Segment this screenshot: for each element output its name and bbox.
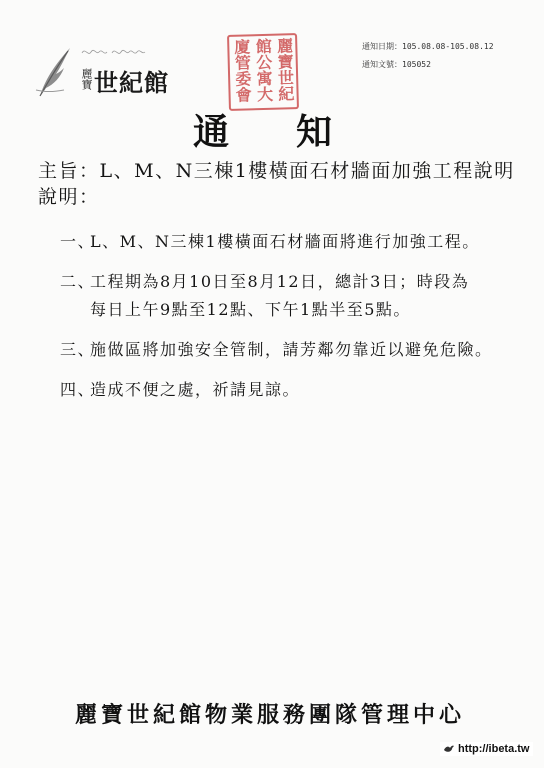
list-item: [60, 336, 520, 364]
notice-number-label: 通知文號：: [362, 60, 402, 69]
item-text: 施做區將加強安全管制，請芳鄰勿靠近以避免危險。: [90, 340, 493, 359]
subject-label: 主旨：: [38, 160, 100, 182]
item-text: 工程期為8月10日至8月12日，總計3日；時段為每日上午9點至12點、下午1點半至5點。: [90, 272, 470, 319]
subject-text: L、M、N三棟1樓橫面石材牆面加強工程說明: [99, 160, 515, 182]
watermark: [440, 742, 533, 756]
notice-number-row: [362, 56, 494, 74]
seal-column: 麗寶世紀: [274, 37, 296, 102]
notice-date: 105.08.08-105.08.12: [402, 42, 494, 51]
notice-date-row: [362, 38, 494, 56]
bird-icon: [443, 743, 455, 755]
list-item: [60, 268, 520, 324]
item-marker: 一、: [60, 232, 96, 251]
explanation-label: 說明：: [38, 186, 100, 208]
logo-brand-small: 麗寶: [80, 68, 93, 90]
explanation-list: [60, 228, 520, 416]
title-char: 知: [296, 111, 333, 153]
notice-number: 105052: [402, 60, 431, 69]
list-item: [60, 228, 520, 256]
item-text: L、M、N三棟1樓橫面石材牆面將進行加強工程。: [90, 232, 480, 251]
watermark-text: http://ibeta.tw: [458, 743, 530, 755]
item-marker: 三、: [60, 340, 96, 359]
notice-meta: [362, 38, 494, 74]
item-marker: 二、: [60, 272, 96, 291]
logo-script-ornament: [80, 46, 160, 56]
logo: [34, 44, 174, 100]
quill-icon: [34, 46, 74, 98]
seal-column: 廈管委會: [231, 38, 253, 103]
issuer-signature: 麗寶世紀館物業服務團隊管理中心: [75, 702, 466, 728]
notice-date-label: 通知日期：: [362, 42, 402, 51]
logo-brand-name: 世紀館: [94, 68, 169, 97]
seal-column: 館公寓大: [253, 37, 274, 103]
item-text: 造成不便之處，祈請見諒。: [90, 380, 301, 399]
subject-line: [38, 158, 515, 184]
item-marker: 四、: [60, 380, 96, 399]
title-char: 通: [193, 111, 230, 153]
official-seal: [227, 33, 299, 111]
list-item: [60, 376, 520, 404]
